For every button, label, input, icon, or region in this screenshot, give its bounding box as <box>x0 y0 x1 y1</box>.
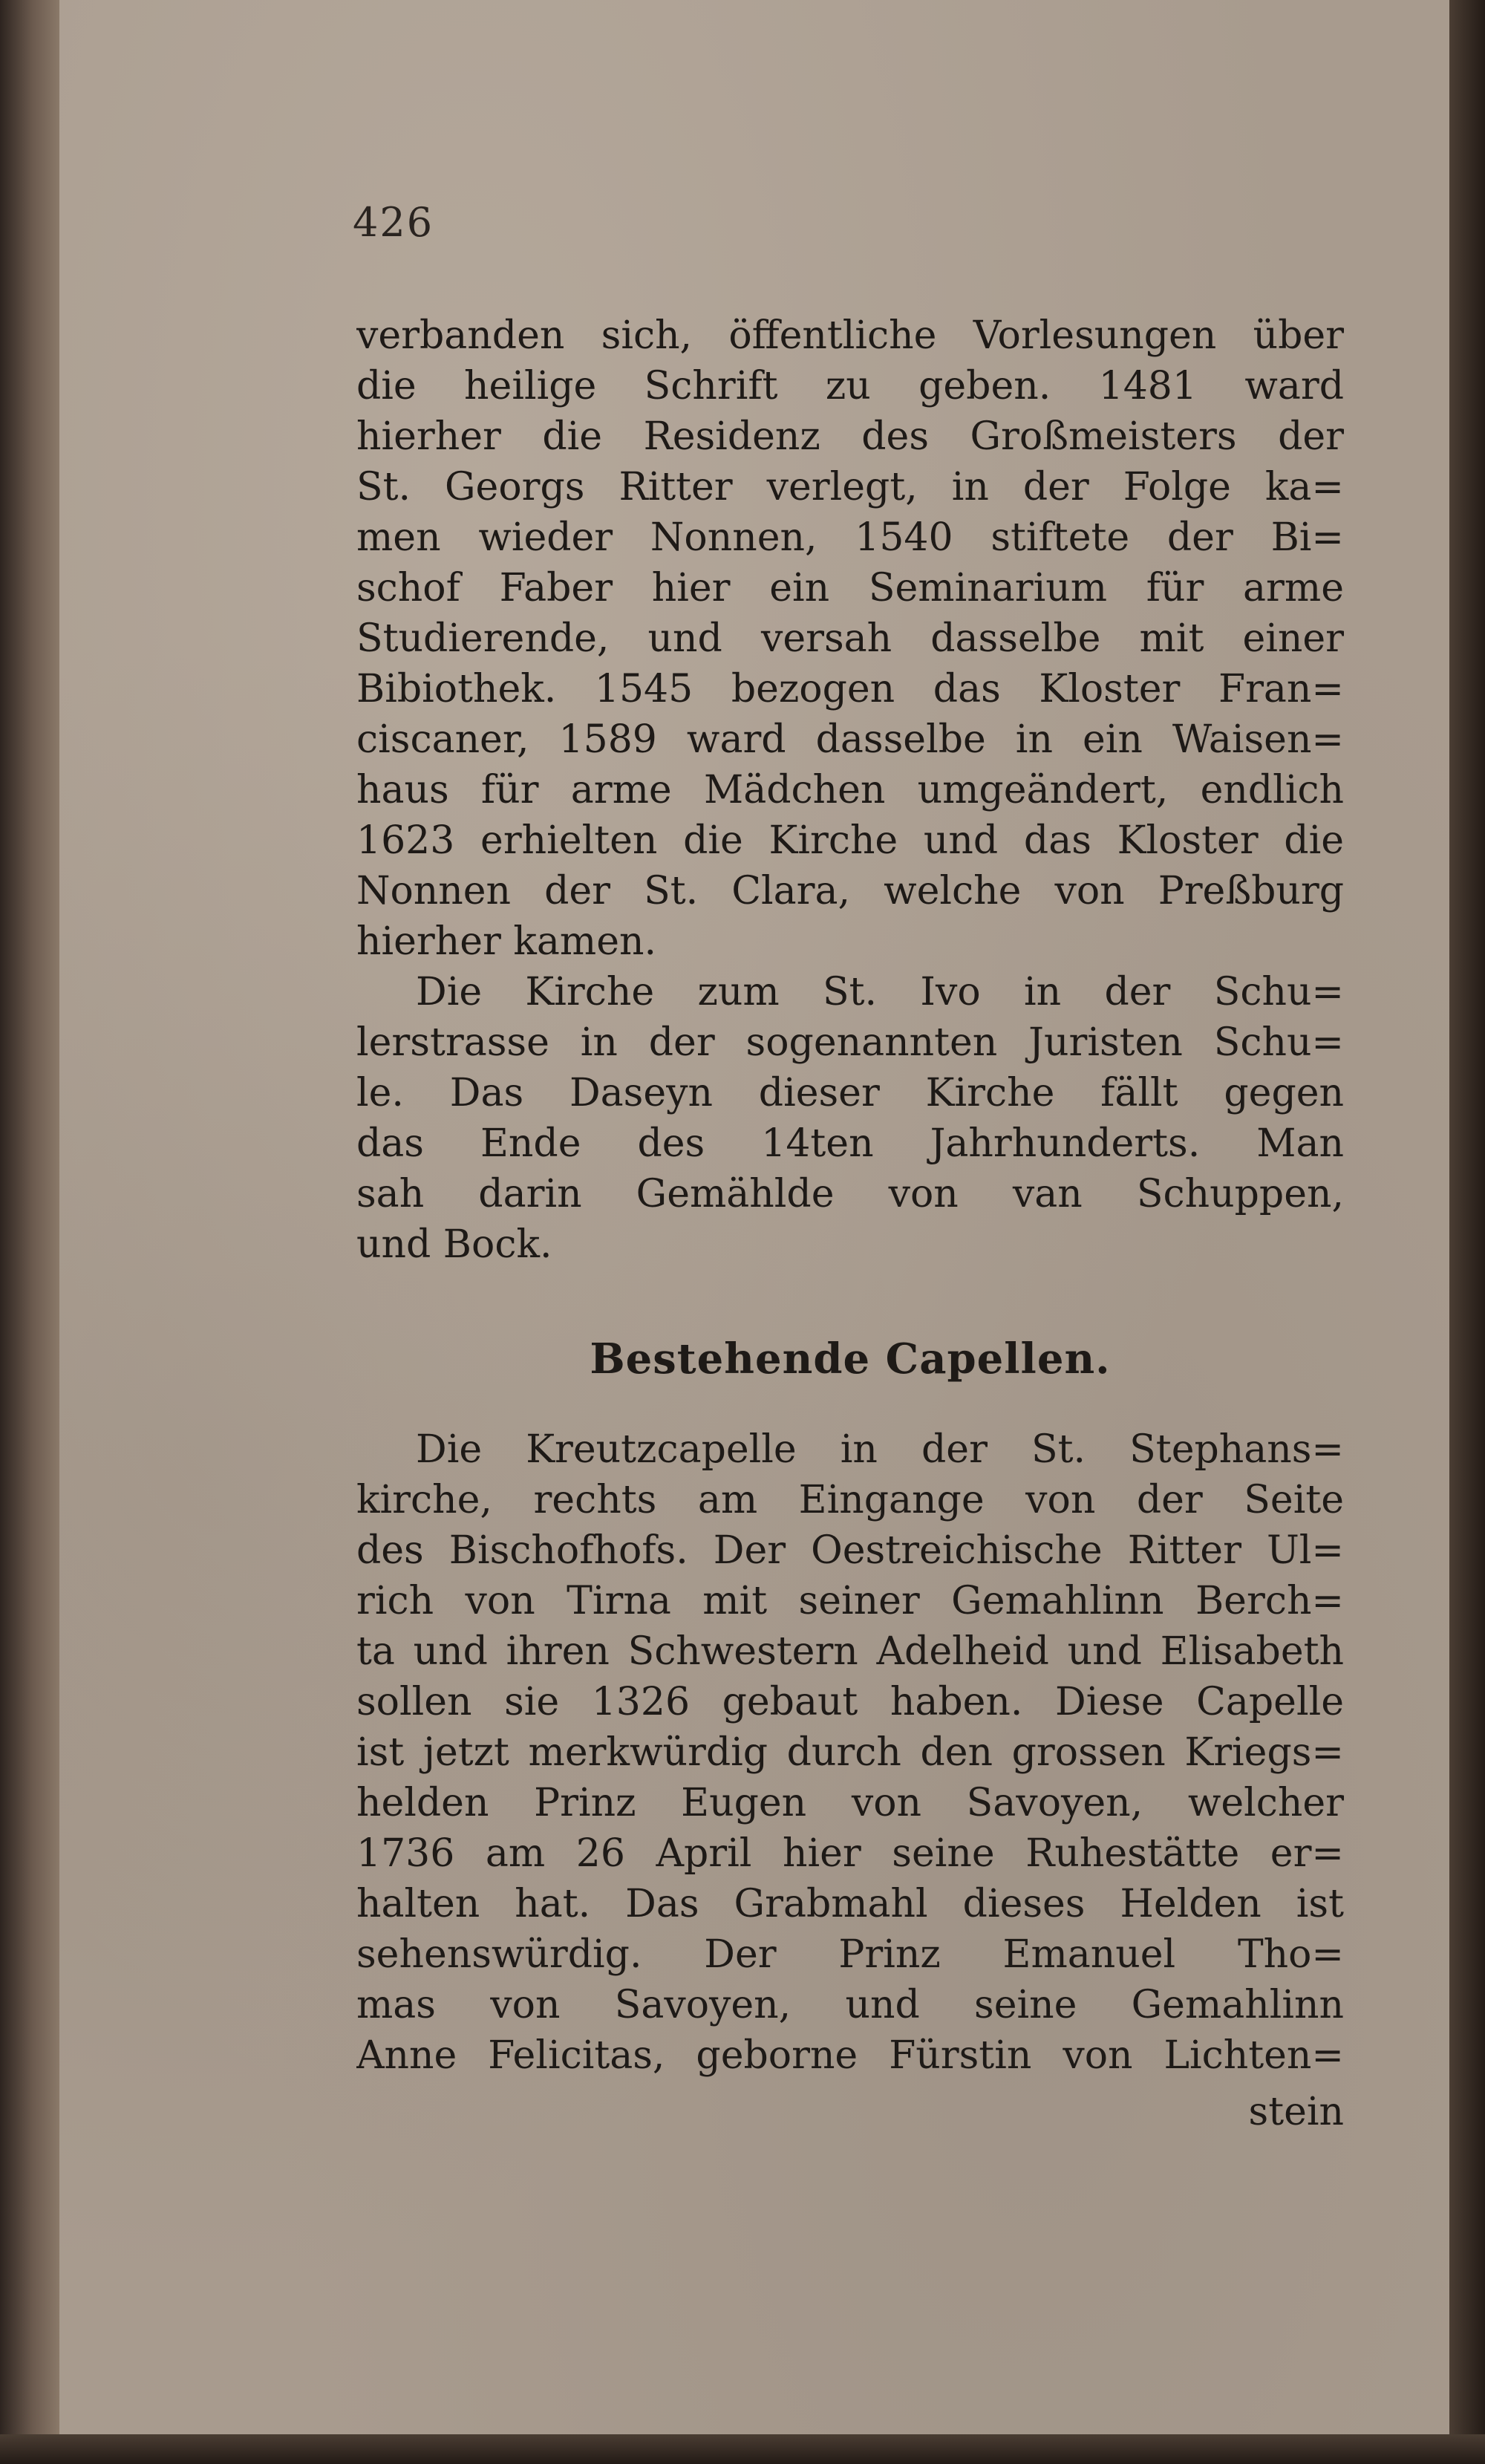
text-line: le. Das Daseyn dieser Kirche fällt gegen <box>356 1071 1344 1115</box>
text-line: die heilige Schrift zu geben. 1481 ward <box>356 364 1344 408</box>
text-line: hierher die Residenz des Großmeisters der <box>356 414 1344 459</box>
text-line: Nonnen der St. Clara, welche von Preßburg <box>356 869 1344 913</box>
text-line: Anne Felicitas, geborne Fürstin von Lichten= <box>356 2033 1344 2078</box>
text-line: rich von Tirna mit seiner Gemahlinn Berch= <box>356 1579 1344 1623</box>
text-line: halten hat. Das Grabmahl dieses Helden ist <box>356 1882 1344 1926</box>
text-line: 1736 am 26 April hier seine Ruhestätte er= <box>356 1831 1344 1876</box>
text-line: mas von Savoyen, und seine Gemahlinn <box>356 1983 1344 2027</box>
text-line: 1623 erhielten die Kirche und das Kloster die <box>356 818 1344 863</box>
text-line: Bibiothek. 1545 bezogen das Kloster Fran= <box>356 667 1344 711</box>
text-line: und Bock. <box>356 1222 552 1267</box>
page-number: 426 <box>353 199 434 246</box>
text-line: schof Faber hier ein Seminarium für arme <box>356 566 1344 610</box>
text-line: men wieder Nonnen, 1540 stiftete der Bi= <box>356 515 1344 560</box>
text-line: lerstrasse in der sogenannten Juristen Schu= <box>356 1020 1344 1065</box>
right-binding-edge <box>1449 0 1485 2464</box>
text-line: ist jetzt merkwürdig durch den grossen Kriegs= <box>356 1730 1344 1775</box>
text-line: verbanden sich, öffentliche Vorlesungen über <box>356 313 1344 358</box>
text-line: des Bischofhofs. Der Oestreichische Ritter Ul= <box>356 1528 1344 1573</box>
catchword: stein <box>1248 2090 1344 2134</box>
text-line: Die Kreutzcapelle in der St. Stephans= <box>416 1427 1344 1472</box>
text-line: haus für arme Mädchen umgeändert, endlich <box>356 768 1344 812</box>
text-line: ciscaner, 1589 ward dasselbe in ein Waisen= <box>356 717 1344 762</box>
bottom-page-edge <box>0 2434 1485 2464</box>
text-line: sollen sie 1326 gebaut haben. Diese Capelle <box>356 1680 1344 1724</box>
text-line: das Ende des 14ten Jahrhunderts. Man <box>356 1121 1344 1166</box>
text-line: hierher kamen. <box>356 919 657 964</box>
section-heading: Bestehende Capellen. <box>590 1334 1111 1383</box>
text-line: St. Georgs Ritter verlegt, in der Folge ka= <box>356 465 1344 509</box>
text-line: Studierende, und versah dasselbe mit einer <box>356 616 1344 661</box>
text-line: sehenswürdig. Der Prinz Emanuel Tho= <box>356 1932 1344 1977</box>
text-line: ta und ihren Schwestern Adelheid und Elisabeth <box>356 1629 1344 1674</box>
text-line: helden Prinz Eugen von Savoyen, welcher <box>356 1781 1344 1825</box>
text-line: sah darin Gemählde von van Schuppen, <box>356 1172 1344 1216</box>
text-line: Die Kirche zum St. Ivo in der Schu= <box>416 970 1344 1014</box>
left-page-edge <box>0 0 59 2464</box>
text-line: kirche, rechts am Eingange von der Seite <box>356 1478 1344 1522</box>
